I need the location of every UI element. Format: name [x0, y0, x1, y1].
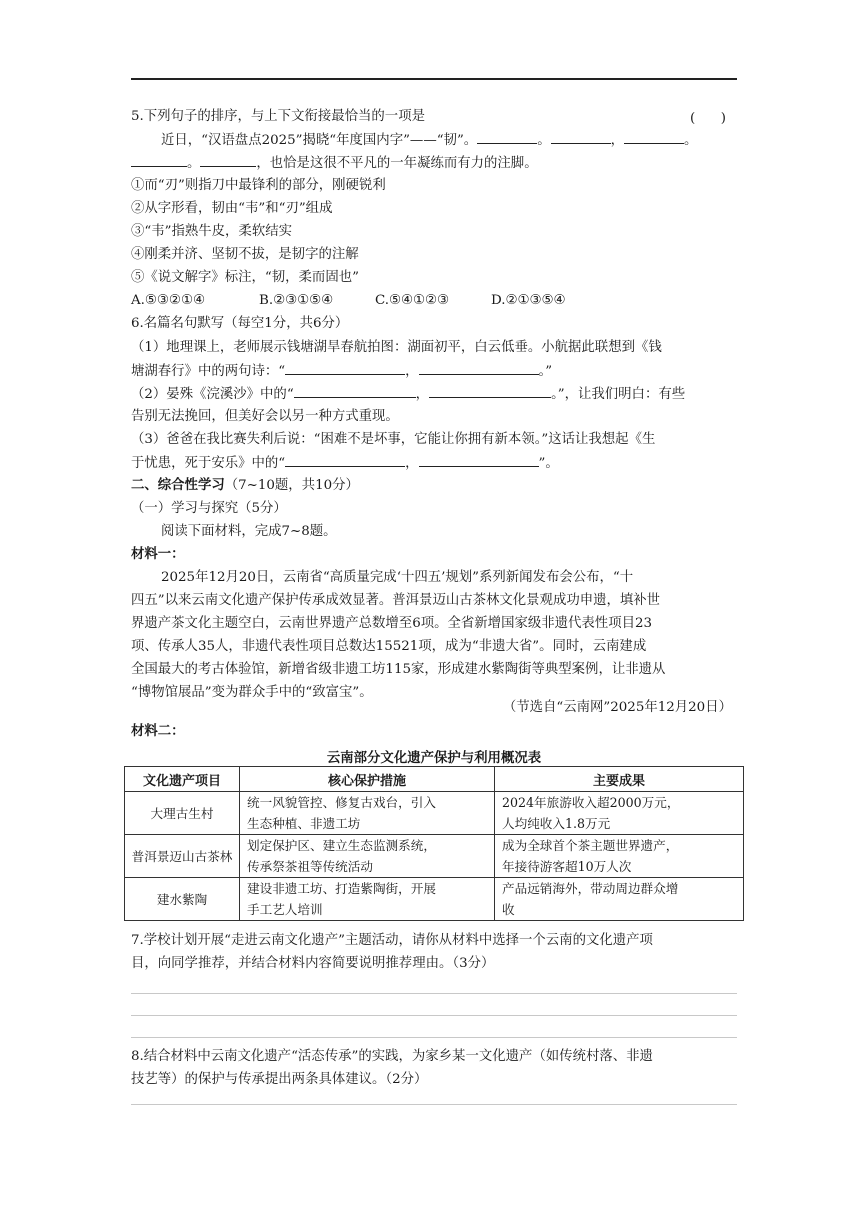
- q6-part3-line2: 于忧患，死于安乐》中的“ ， ”。: [131, 452, 559, 475]
- table-row: [125, 878, 744, 921]
- q6-part3-line1: （3）爸爸在我比赛失利后说：“困难不是坏事，它能让你拥有新本领。”这话让我想起《生: [131, 432, 656, 447]
- q6-blank-1[interactable]: [285, 360, 405, 375]
- q8-line1: 8.结合材料中云南文化遗产“活态传承”的实践，为家乡某一文化遗产（如传统村落、非遗: [131, 1049, 653, 1064]
- table-cell-measure: 划定保护区、建立生态监测系统， 传承祭茶祖等传统活动: [240, 835, 495, 878]
- table-cell-measure: 建设非遗工坊、打造紫陶街，开展 手工艺人培训: [240, 878, 495, 921]
- q7-answer-line[interactable]: [131, 1037, 737, 1038]
- q5-choice-c[interactable]: C.⑤④①②③: [375, 293, 450, 308]
- q5-stem: 5.下列句子的排序，与上下文衔接最恰当的一项是: [131, 109, 425, 124]
- q6-part1-line1: （1）地理课上，老师展示钱塘湖旱春航拍图：湖面初平，白云低垂。小航据此联想到《钱: [131, 340, 662, 355]
- material1-line: 全国最大的考古体验馆，新增省级非遗工坊115家，形成建水紫陶街等典型案例，让非遗从: [131, 662, 666, 677]
- material2-label: 材料二：: [131, 724, 185, 739]
- material1-line: 四五”以来云南文化遗产保护传承成效显著。普洱景迈山古茶林文化景观成功申遗，填补世: [131, 593, 661, 608]
- material1-line: “博物馆展品”变为群众手中的“致富宝”。: [131, 685, 373, 700]
- q6-blank-5[interactable]: [285, 452, 405, 467]
- q8-line2: 技艺等）的保护与传承提出两条具体建议。（2分）: [131, 1072, 428, 1087]
- q5-blank-4[interactable]: [131, 152, 187, 167]
- q7-answer-line[interactable]: [131, 993, 737, 994]
- q5-choices: [131, 290, 566, 312]
- table-cell-measure: 统一风貌管控、修复古戏台，引入 生态种植、非遗工坊: [240, 792, 495, 835]
- q5-blank-3[interactable]: [624, 129, 684, 144]
- q7-line2: 目，向同学推荐，并结合材料内容简要说明推荐理由。（3分）: [131, 956, 495, 971]
- q5-answer-paren[interactable]: ( ): [690, 111, 726, 126]
- q6-title: 6.名篇名句默写（每空1分，共6分）: [131, 316, 349, 331]
- table-row: [125, 835, 744, 878]
- table-cell-result: 2024年旅游收入超2000万元， 人均纯收入1.8万元: [495, 792, 744, 835]
- q6-part2-line2: 告别无法挽回，但美好会以另一种方式重现。: [131, 409, 399, 424]
- section2-sub: （一）学习与探究（5分）: [131, 501, 287, 516]
- material1-line: 项、传承人35人，非遗代表性项目总数达15521项，成为“非遗大省”。同时，云南建成: [131, 639, 647, 654]
- q6-part1-line2: 塘湖春行》中的两句诗：“ ， 。”: [131, 360, 552, 383]
- table-header: 核心保护措施: [240, 767, 495, 792]
- table-cell-item: 大理古生村: [125, 792, 240, 835]
- table-header: 主要成果: [495, 767, 744, 792]
- q5-choice-b[interactable]: B.②③①⑤④: [259, 293, 334, 308]
- table-cell-item: 建水紫陶: [125, 878, 240, 921]
- q6-blank-2[interactable]: [419, 360, 539, 375]
- table-header-row: [125, 767, 744, 792]
- q5-option-3: ③“韦”指熟牛皮，柔软结实: [131, 224, 292, 239]
- section2-heading: 二、综合性学习（7~10题，共10分）: [131, 478, 359, 493]
- q5-choice-d[interactable]: D.②①③⑤④: [491, 293, 566, 308]
- q5-blank-2[interactable]: [551, 129, 611, 144]
- q5-option-4: ④刚柔并济、坚韧不拔，是韧字的注解: [131, 247, 359, 262]
- q7-line1: 7.学校计划开展“走进云南文化遗产”主题活动，请你从材料中选择一个云南的文化遗产项: [131, 933, 653, 948]
- q5-passage-line2: 。 ，也恰是这很不平凡的一年凝练而有力的注脚。: [131, 152, 538, 175]
- material1-line: 界遗产茶文化主题空白，云南世界遗产总数增至6项。全省新增国家级非遗代表性项目23: [131, 616, 653, 631]
- material1-source: （节选自“云南网”2025年12月20日）: [502, 700, 732, 715]
- q6-blank-4[interactable]: [429, 383, 551, 398]
- table-cell-item: 普洱景迈山古茶林: [125, 835, 240, 878]
- material1-label: 材料一：: [131, 547, 185, 562]
- q6-blank-3[interactable]: [294, 383, 416, 398]
- q6-part2-line1: （2）晏殊《浣溪沙》中的“ ， 。”，让我们明白：有些: [131, 383, 685, 406]
- header-rule: [131, 78, 737, 80]
- table-cell-result: 产品远销海外，带动周边群众增 收: [495, 878, 744, 921]
- q5-choice-a[interactable]: A.⑤③②①④: [131, 293, 205, 308]
- q5-blank-5[interactable]: [200, 152, 256, 167]
- q5-option-2: ②从字形看，韧由“韦”和“刃”组成: [131, 201, 333, 216]
- table-header: 文化遗产项目: [125, 767, 240, 792]
- q5-option-1: ①而“刃”则指刀中最锋利的部分，刚硬锐利: [131, 178, 386, 193]
- q6-blank-6[interactable]: [419, 452, 539, 467]
- q5-option-5: ⑤《说文解字》标注，“韧，柔而固也”: [131, 270, 359, 285]
- table-row: [125, 792, 744, 835]
- material1-line: 2025年12月20日，云南省“高质量完成‘十四五’规划”系列新闻发布会公布，“十: [161, 570, 634, 585]
- section2-instruction: 阅读下面材料，完成7~8题。: [161, 524, 337, 539]
- q5-blank-1[interactable]: [477, 129, 537, 144]
- table-cell-result: 成为全球首个茶主题世界遗产， 年接待游客超10万人次: [495, 835, 744, 878]
- q5-passage-text: 近日，“汉语盘点2025”揭晓“年度国内字”——“韧”。: [161, 133, 478, 148]
- q7-answer-line[interactable]: [131, 1015, 737, 1016]
- heritage-table: [124, 766, 744, 921]
- q8-answer-line[interactable]: [131, 1104, 737, 1105]
- table-title: 云南部分文化遗产保护与利用概况表: [326, 751, 542, 766]
- q5-passage-line1: 近日，“汉语盘点2025”揭晓“年度国内字”——“韧”。 。 ， 。: [161, 129, 697, 152]
